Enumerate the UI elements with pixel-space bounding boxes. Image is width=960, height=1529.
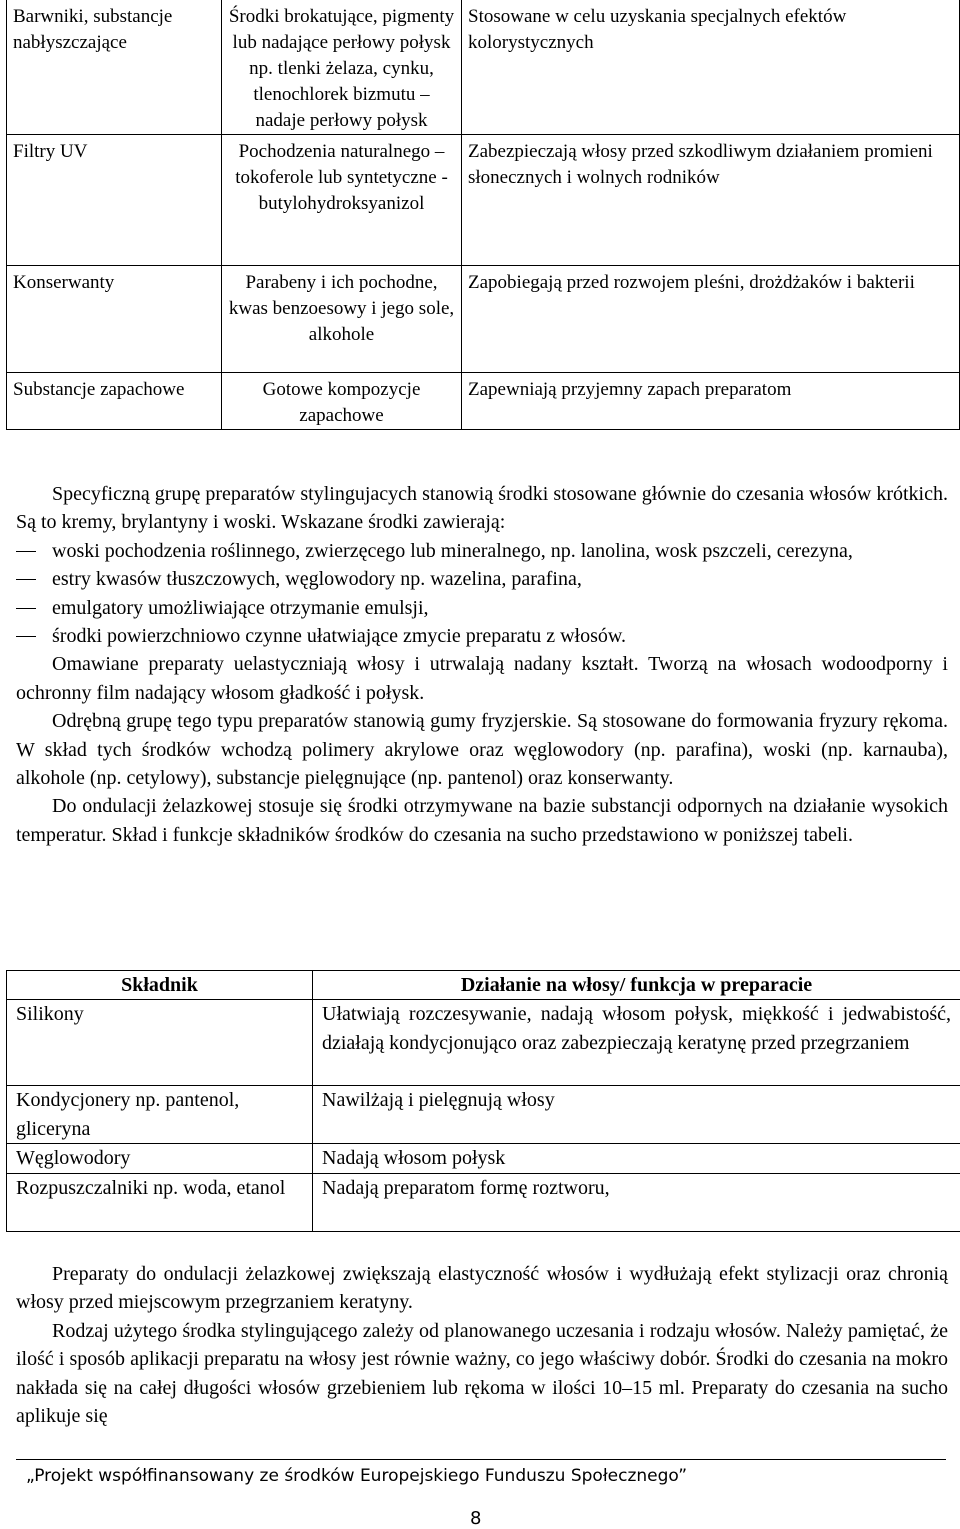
- list-item: emulgatory umożliwiające otrzymanie emulsji,: [16, 594, 948, 622]
- ingredients-table-top: [0, 0, 960, 452]
- table-cell: Nadają włosom połysk: [313, 1144, 960, 1173]
- table-row: [7, 373, 960, 430]
- table-row: [7, 266, 960, 373]
- table-header: Działanie na włosy/ funkcja w preparacie: [313, 971, 960, 1000]
- table-cell: Zapewniają przyjemny zapach preparatom: [462, 373, 960, 430]
- paragraph: Omawiane preparaty uelastyczniają włosy i utrwalają nadany kształt. Tworzą na włosach wodoodporny i ochronny film nadający włosom gładkość i połysk.: [16, 653, 948, 704]
- table-row: [7, 1144, 960, 1173]
- footer-divider: [16, 1459, 946, 1460]
- table-row: [7, 0, 960, 135]
- list-item: estry kwasów tłuszczowych, węglowodory np. wazelina, parafina,: [16, 565, 948, 593]
- table-cell: Silikony: [7, 1000, 313, 1086]
- paragraph: Preparaty do ondulacji żelazkowej zwiększają elastyczność włosów i wydłużają efekt stylizacji oraz chronią włosy przed miejscowym przegrzaniem keratyny.: [16, 1263, 948, 1314]
- text-block-2: [16, 1260, 948, 1430]
- list-item: woski pochodzenia roślinnego, zwierzęcego lub mineralnego, np. lanolina, wosk pszczeli, cerezyna,: [16, 537, 948, 565]
- table-cell: Filtry UV: [7, 135, 222, 266]
- table-cell: Pochodzenia naturalnego – tokoferole lub syntetyczne - butylohydroksyanizol: [222, 135, 462, 266]
- table-cell: Rozpuszczalniki np. woda, etanol: [7, 1173, 313, 1231]
- paragraph: Odrębną grupę tego typu preparatów stanowią gumy fryzjerskie. Są stosowane do formowania fryzury rękoma. W skład tych środków wchodzą polimery akrylowe oraz węglowodory (np. parafina), woski (np. karnauba), alkohole (np. cetylowy), substancje pielęgnujące (np. pantenol) oraz konserwanty.: [16, 710, 948, 790]
- table-cell: Ułatwiają rozczesywanie, nadają włosom połysk, miękkość i jedwabistość, działają kondycjonująco oraz zabezpieczają keratynę przed przegrzaniem: [313, 1000, 960, 1086]
- table-cell: Substancje zapachowe: [7, 373, 222, 430]
- table-header: Składnik: [7, 971, 313, 1000]
- dry-styling-table: [6, 970, 960, 1232]
- ingredient-list: [16, 537, 948, 651]
- page-number: 8: [470, 1508, 482, 1529]
- table-cell: Nawilżają i pielęgnują włosy: [313, 1086, 960, 1144]
- table-cell: Zabezpieczają włosy przed szkodliwym działaniem promieni słonecznych i wolnych rodników: [462, 135, 960, 266]
- table-cell: Nadają preparatom formę roztworu,: [313, 1173, 960, 1231]
- table-header-row: [7, 971, 960, 1000]
- table-cell: Parabeny i ich pochodne, kwas benzoesowy i jego sole, alkohole: [222, 266, 462, 373]
- paragraph: Specyficzną grupę preparatów stylingujacych stanowią środki stosowane głównie do czesania włosów krótkich. Są to kremy, brylantyny i woski. Wskazane środki zawierają:: [16, 483, 948, 534]
- table-row: [7, 1173, 960, 1231]
- text-block-1: [16, 480, 948, 849]
- footer-text: „Projekt współfinansowany ze środków Europejskiego Funduszu Społecznego”: [26, 1466, 688, 1486]
- table-cell: Kondycjonery np. pantenol, gliceryna: [7, 1086, 313, 1144]
- table-cell: Środki brokatujące, pigmenty lub nadające perłowy połysk np. tlenki żelaza, cynku, tlenochlorek bizmutu – nadaje perłowy połysk: [222, 0, 462, 135]
- table-cell: Zapobiegają przed rozwojem pleśni, drożdżaków i bakterii: [462, 266, 960, 373]
- table-cell: Gotowe kompozycje zapachowe: [222, 373, 462, 430]
- paragraph: Rodzaj użytego środka stylingującego zależy od planowanego uczesania i rodzaju włosów. Należy pamiętać, że ilość i sposób aplikacji preparatu na włosy jest równie ważny, co jego właściwy dobór. Środki do czesania na mokro nakłada się na całej długości włosów grzebieniem lub rękoma w ilości 10–15 ml. Preparaty do czesania na sucho aplikuje się: [16, 1319, 948, 1428]
- table-row: [7, 1000, 960, 1086]
- table-cell: Konserwanty: [7, 266, 222, 373]
- table-row: [7, 1086, 960, 1144]
- ingredients-table: [6, 0, 960, 430]
- table-cell: Stosowane w celu uzyskania specjalnych efektów kolorystycznych: [462, 0, 960, 135]
- table-cell: Barwniki, substancje nabłyszczające: [7, 0, 222, 135]
- paragraph: Do ondulacji żelazkowej stosuje się środki otrzymywane na bazie substancji odpornych na działanie wysokich temperatur. Skład i funkcje składników środków do czesania na sucho przedstawiono w poniższej tabeli.: [16, 795, 948, 846]
- list-item: środki powierzchniowo czynne ułatwiające zmycie preparatu z włosów.: [16, 622, 948, 650]
- table-row: [7, 135, 960, 266]
- table-cell: Węglowodory: [7, 1144, 313, 1173]
